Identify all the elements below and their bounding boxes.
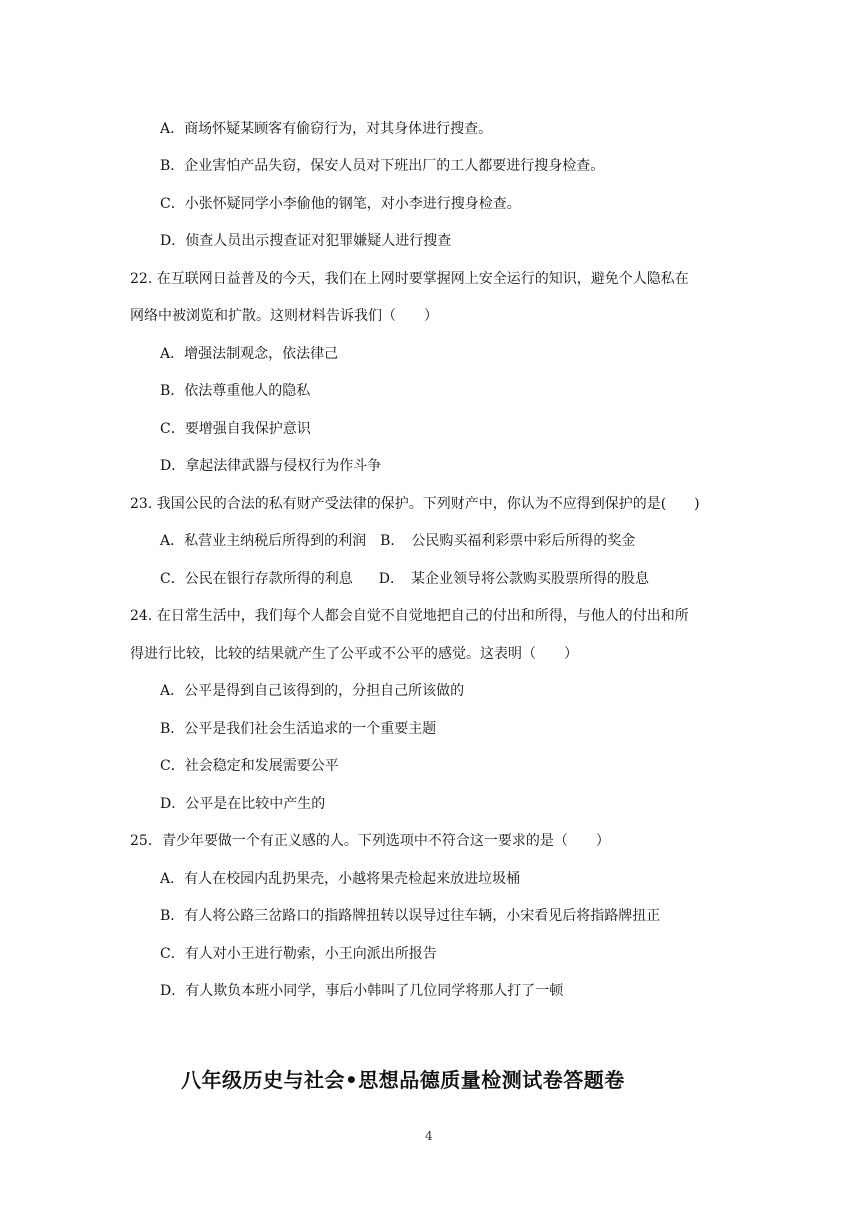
q25-option-c: C．有人对小王进行勒索，小王向派出所报告 xyxy=(160,946,437,962)
q22-option-d: D．拿起法律武器与侵权行为作斗争 xyxy=(160,458,382,474)
q22-option-b: B．依法尊重他人的隐私 xyxy=(160,383,311,399)
q22-stem-line2: 网络中被浏览和扩散。这则材料告诉我们（ ） xyxy=(130,308,438,324)
q24-stem-line1: 24. 在日常生活中，我们每个人都会自觉不自觉地把自己的付出和所得，与他人的付出和所 xyxy=(130,608,689,624)
q23-stem: 23. 我国公民的合法的私有财产受法律的保护。下列财产中，你认为不应得到保护的是( ) xyxy=(130,496,700,512)
q21-option-b: B．企业害怕产品失窃，保安人员对下班出厂的工人都要进行搜身检查。 xyxy=(160,158,605,174)
q23-options-row2 xyxy=(160,569,649,589)
q22-stem-line1: 22. 在互联网日益普及的今天，我们在上网时要掌握网上安全运行的知识，避免个人隐私在 xyxy=(130,271,689,287)
q24-option-b: B．公平是我们社会生活追求的一个重要主题 xyxy=(160,721,437,737)
q21-option-d: D．侦查人员出示搜查证对犯罪嫌疑人进行搜查 xyxy=(160,233,452,249)
q25-option-d: D．有人欺负本班小同学，事后小韩叫了几位同学将那人打了一顿 xyxy=(160,983,564,999)
q22-option-a: A．增强法制观念，依法律己 xyxy=(160,346,339,362)
q22-option-c: C．要增强自我保护意识 xyxy=(160,421,311,437)
q23-options-row1 xyxy=(160,531,635,551)
q25-stem: 25．青少年要做一个有正义感的人。下列选项中不符合这一要求的是（ ） xyxy=(130,833,610,849)
q21-option-c: C．小张怀疑同学小李偷他的钢笔，对小李进行搜身检查。 xyxy=(160,196,521,212)
answer-sheet-title: 八年级历史与社会•思想品德质量检测试卷答题卷 xyxy=(181,1068,625,1092)
q24-option-d: D．公平是在比较中产生的 xyxy=(160,796,326,812)
page-number: 4 xyxy=(425,1129,433,1143)
q24-option-a: A．公平是得到自己该得到的，分担自己所该做的 xyxy=(160,683,465,699)
q25-option-b: B．有人将公路三岔路口的指路牌扭转以误导过往车辆，小宋看见后将指路牌扭正 xyxy=(160,908,661,924)
q23-option-b: B． 公民购买福利彩票中彩后所得的奖金 xyxy=(380,533,636,549)
q23-option-d: D． 某企业领导将公款购买股票所得的股息 xyxy=(378,571,649,587)
q21-option-a: A．商场怀疑某顾客有偷窃行为，对其身体进行搜查。 xyxy=(160,121,493,137)
q25-option-a: A．有人在校园内乱扔果壳，小越将果壳检起来放进垃圾桶 xyxy=(160,871,521,887)
q23-option-a: A．私营业主纳税后所得到的利润 xyxy=(160,533,367,549)
q24-stem-line2: 得进行比较，比较的结果就产生了公平或不公平的感觉。这表明（ ） xyxy=(130,646,578,662)
q23-option-c: C．公民在银行存款所得的利息 xyxy=(160,571,353,587)
q24-option-c: C．社会稳定和发展需要公平 xyxy=(160,758,339,774)
